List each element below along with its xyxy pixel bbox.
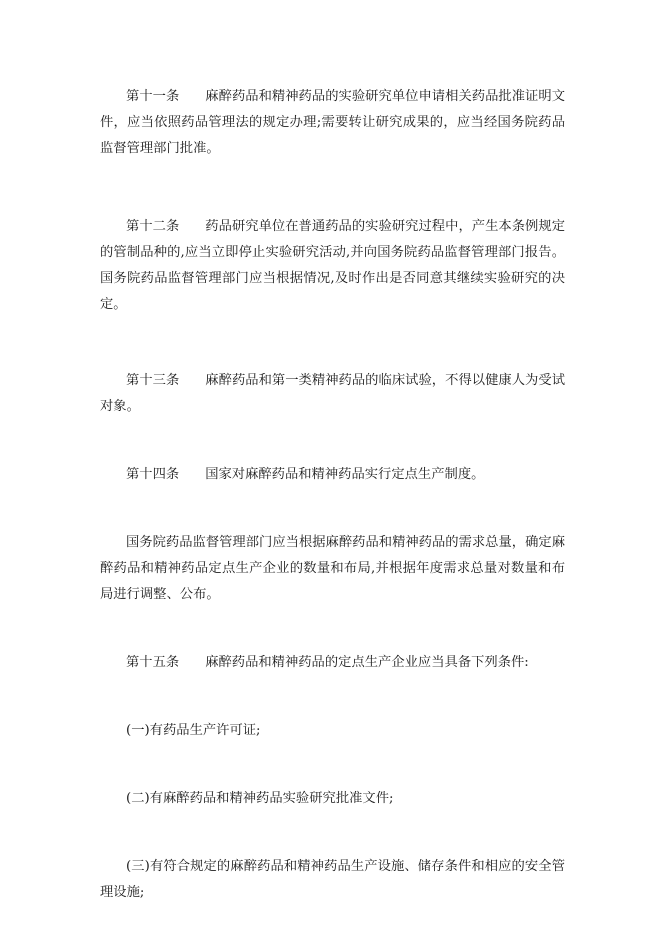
condition-1-paragraph (100, 718, 565, 744)
paragraph-text: (三)有符合规定的麻醉药品和精神药品生产设施、储存条件和相应的安全管理设施; (100, 859, 565, 900)
article-number: 第十四条 (126, 467, 180, 482)
article-number: 第十五条 (126, 655, 180, 670)
article-text: 麻醉药品和精神药品的实验研究单位申请相关药品批准证明文件，应当依照药品管理法的规定办理;需要转让研究成果的，应当经国务院药品监督管理部门批准。 (100, 89, 566, 156)
article-12-paragraph (100, 214, 565, 318)
article-number: 第十一条 (126, 89, 180, 104)
paragraph-gap (100, 318, 565, 368)
paragraph-text: 国务院药品监督管理部门应当根据麻醉药品和精神药品的需求总量，确定麻醉药品和精神药品定点生产企业的数量和布局,并根据年度需求总量对数量和布局进行调整、公布。 (100, 535, 565, 602)
paragraph-gap (100, 744, 565, 786)
paragraph-text: (二)有麻醉药品和精神药品实验研究批准文件; (126, 791, 394, 806)
paragraph-gap (100, 812, 565, 854)
article-number: 第十三条 (126, 373, 180, 388)
article-text: 麻醉药品和第一类精神药品的临床试验，不得以健康人为受试对象。 (100, 373, 566, 414)
condition-2-paragraph (100, 786, 565, 812)
article-text: 国家对麻醉药品和精神药品实行定点生产制度。 (205, 467, 485, 482)
paragraph-text: (一)有药品生产许可证; (126, 723, 261, 738)
paragraph-gap (100, 162, 565, 214)
paragraph-gap (100, 608, 565, 650)
article-13-paragraph (100, 368, 565, 420)
article-15-paragraph (100, 650, 565, 676)
condition-3-paragraph (100, 854, 565, 906)
paragraph-gap (100, 676, 565, 718)
paragraph-gap (100, 488, 565, 530)
article-14-paragraph (100, 462, 565, 488)
article-text: 麻醉药品和精神药品的定点生产企业应当具备下列条件: (205, 655, 529, 670)
article-text: 药品研究单位在普通药品的实验研究过程中，产生本条例规定的管制品种的,应当立即停止实验研究活动,并向国务院药品监督管理部门报告。国务院药品监督管理部门应当根据情况,及时作出是否同意其继续实验研究的决定。 (100, 219, 566, 312)
document-body (100, 84, 565, 906)
article-number: 第十二条 (126, 219, 180, 234)
article-11-paragraph (100, 84, 565, 162)
paragraph-gap (100, 420, 565, 462)
quota-paragraph (100, 530, 565, 608)
